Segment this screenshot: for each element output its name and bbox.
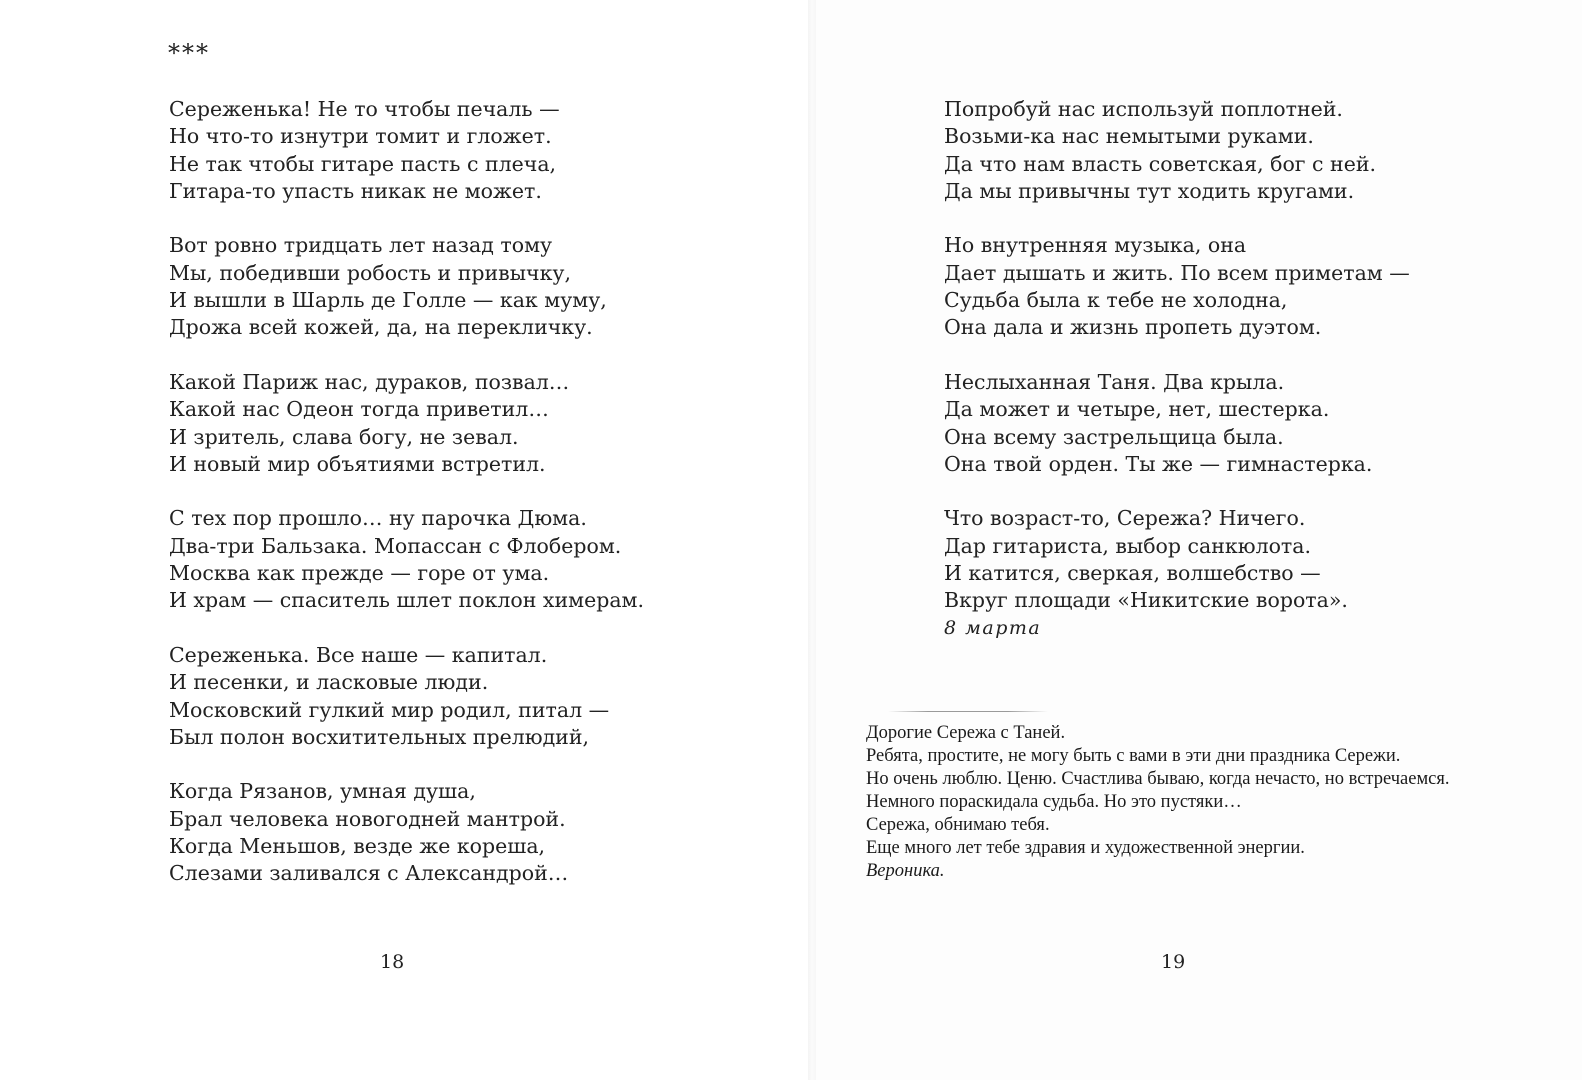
page-number: 18 bbox=[380, 951, 405, 973]
poem-line: Дрожа всей кожей, да, на перекличку. bbox=[169, 315, 593, 340]
poem-line: Когда Меньшов, везде же кореша, bbox=[169, 834, 546, 859]
poem-line: Да мы привычны тут ходить кругами. bbox=[944, 178, 1355, 203]
poem-line: И песенки, и ласковые люди. bbox=[169, 670, 489, 695]
stanza bbox=[169, 232, 644, 341]
letter-line: Сережа, обнимаю тебя. bbox=[866, 815, 1050, 835]
poem-line: Судьба была к тебе не холодна, bbox=[944, 288, 1288, 313]
poem-line: Гитара-то упасть никак не может. bbox=[169, 178, 542, 203]
poem-line: Какой Париж нас, дураков, позвал… bbox=[169, 369, 570, 394]
stanza bbox=[169, 505, 644, 614]
poem-line: Дар гитариста, выбор санкюлота. bbox=[944, 533, 1312, 558]
poem-line: Два-три Бальзака. Мопассан с Флобером. bbox=[169, 533, 622, 558]
poem-line: Вкруг площади «Никитские ворота». bbox=[944, 588, 1348, 613]
poem-left bbox=[169, 96, 644, 888]
letter-line: Но очень люблю. Ценю. Счастлива бываю, когда нечасто, но встречаемся. bbox=[866, 769, 1450, 789]
poem-line: Да может и четыре, нет, шестерка. bbox=[944, 397, 1330, 422]
letter-signature: Вероника. bbox=[866, 861, 945, 881]
stanza bbox=[169, 96, 644, 205]
poem-line: Московский гулкий мир родил, питал — bbox=[169, 697, 610, 722]
letter-line: Ребята, простите, не могу быть с вами в эти дни праздника Сережи. bbox=[866, 746, 1401, 766]
letter-line: Еще много лет тебе здравия и художественной энергии. bbox=[866, 838, 1305, 858]
stanza bbox=[944, 232, 1410, 341]
poem-line: Дает дышать и жить. По всем приметам — bbox=[944, 260, 1410, 285]
poem-line: Не так чтобы гитаре пасть с плеча, bbox=[169, 151, 557, 176]
stanza bbox=[944, 369, 1410, 478]
letter-note bbox=[866, 722, 1450, 883]
poem-line: Слезами заливался с Александрой… bbox=[169, 861, 569, 886]
poem-line: Что возраст-то, Сережа? Ничего. bbox=[944, 506, 1306, 531]
poem-line: Она всему застрельщица была. bbox=[944, 424, 1284, 449]
poem-line: И зритель, слава богу, не зевал. bbox=[169, 424, 519, 449]
poem-line: Попробуй нас используй поплотней. bbox=[944, 97, 1343, 121]
poem-line: И новый мир объятиями встретил. bbox=[169, 451, 546, 476]
letter-line: Дорогие Сережа с Таней. bbox=[866, 723, 1066, 743]
stanza bbox=[169, 369, 644, 478]
poem-line: Мы, победивши робость и привычку, bbox=[169, 260, 571, 285]
poem-line: Когда Рязанов, умная душа, bbox=[169, 779, 476, 804]
poem-line: Но внутренняя музыка, она bbox=[944, 233, 1247, 258]
poem-line: Возьми-ка нас немытыми руками. bbox=[944, 124, 1314, 149]
poem-right bbox=[944, 96, 1410, 642]
book-gutter bbox=[808, 0, 816, 1080]
divider bbox=[888, 711, 1048, 712]
stanza bbox=[944, 96, 1410, 205]
poem-line: Она дала и жизнь пропеть дуэтом. bbox=[944, 315, 1322, 340]
poem-line: Да что нам власть советская, бог с ней. bbox=[944, 151, 1377, 176]
poem-date: 8 марта bbox=[944, 616, 1042, 639]
poem-line: И вышли в Шарль де Голле — как муму, bbox=[169, 288, 607, 313]
poem-line: Москва как прежде — горе от ума. bbox=[169, 561, 550, 586]
poem-line: И катится, сверкая, волшебство — bbox=[944, 561, 1321, 586]
poem-line: Какой нас Одеон тогда приветил… bbox=[169, 397, 549, 422]
poem-line: Она твой орден. Ты же — гимнастерка. bbox=[944, 451, 1373, 476]
poem-line: Был полон восхитительных прелюдий, bbox=[169, 724, 590, 749]
poem-line: Сереженька! Не то чтобы печаль — bbox=[169, 97, 560, 121]
poem-line: И храм — спаситель шлет поклон химерам. bbox=[169, 588, 645, 613]
right-page bbox=[816, 0, 1582, 1080]
section-separator: *** bbox=[168, 39, 210, 67]
stanza bbox=[169, 642, 644, 751]
poem-line: Вот ровно тридцать лет назад тому bbox=[169, 233, 553, 258]
letter-line: Немного пораскидала судьба. Но это пустяки… bbox=[866, 792, 1242, 812]
page-number: 19 bbox=[1161, 951, 1186, 973]
poem-line: С тех пор прошло… ну парочка Дюма. bbox=[169, 506, 587, 531]
stanza bbox=[169, 778, 644, 887]
poem-line: Сереженька. Все наше — капитал. bbox=[169, 642, 548, 667]
poem-line: Но что-то изнутри томит и гложет. bbox=[169, 124, 552, 149]
poem-line: Брал человека новогодней мантрой. bbox=[169, 806, 566, 831]
stanza bbox=[944, 505, 1410, 641]
poem-line: Неслыханная Таня. Два крыла. bbox=[944, 369, 1285, 394]
